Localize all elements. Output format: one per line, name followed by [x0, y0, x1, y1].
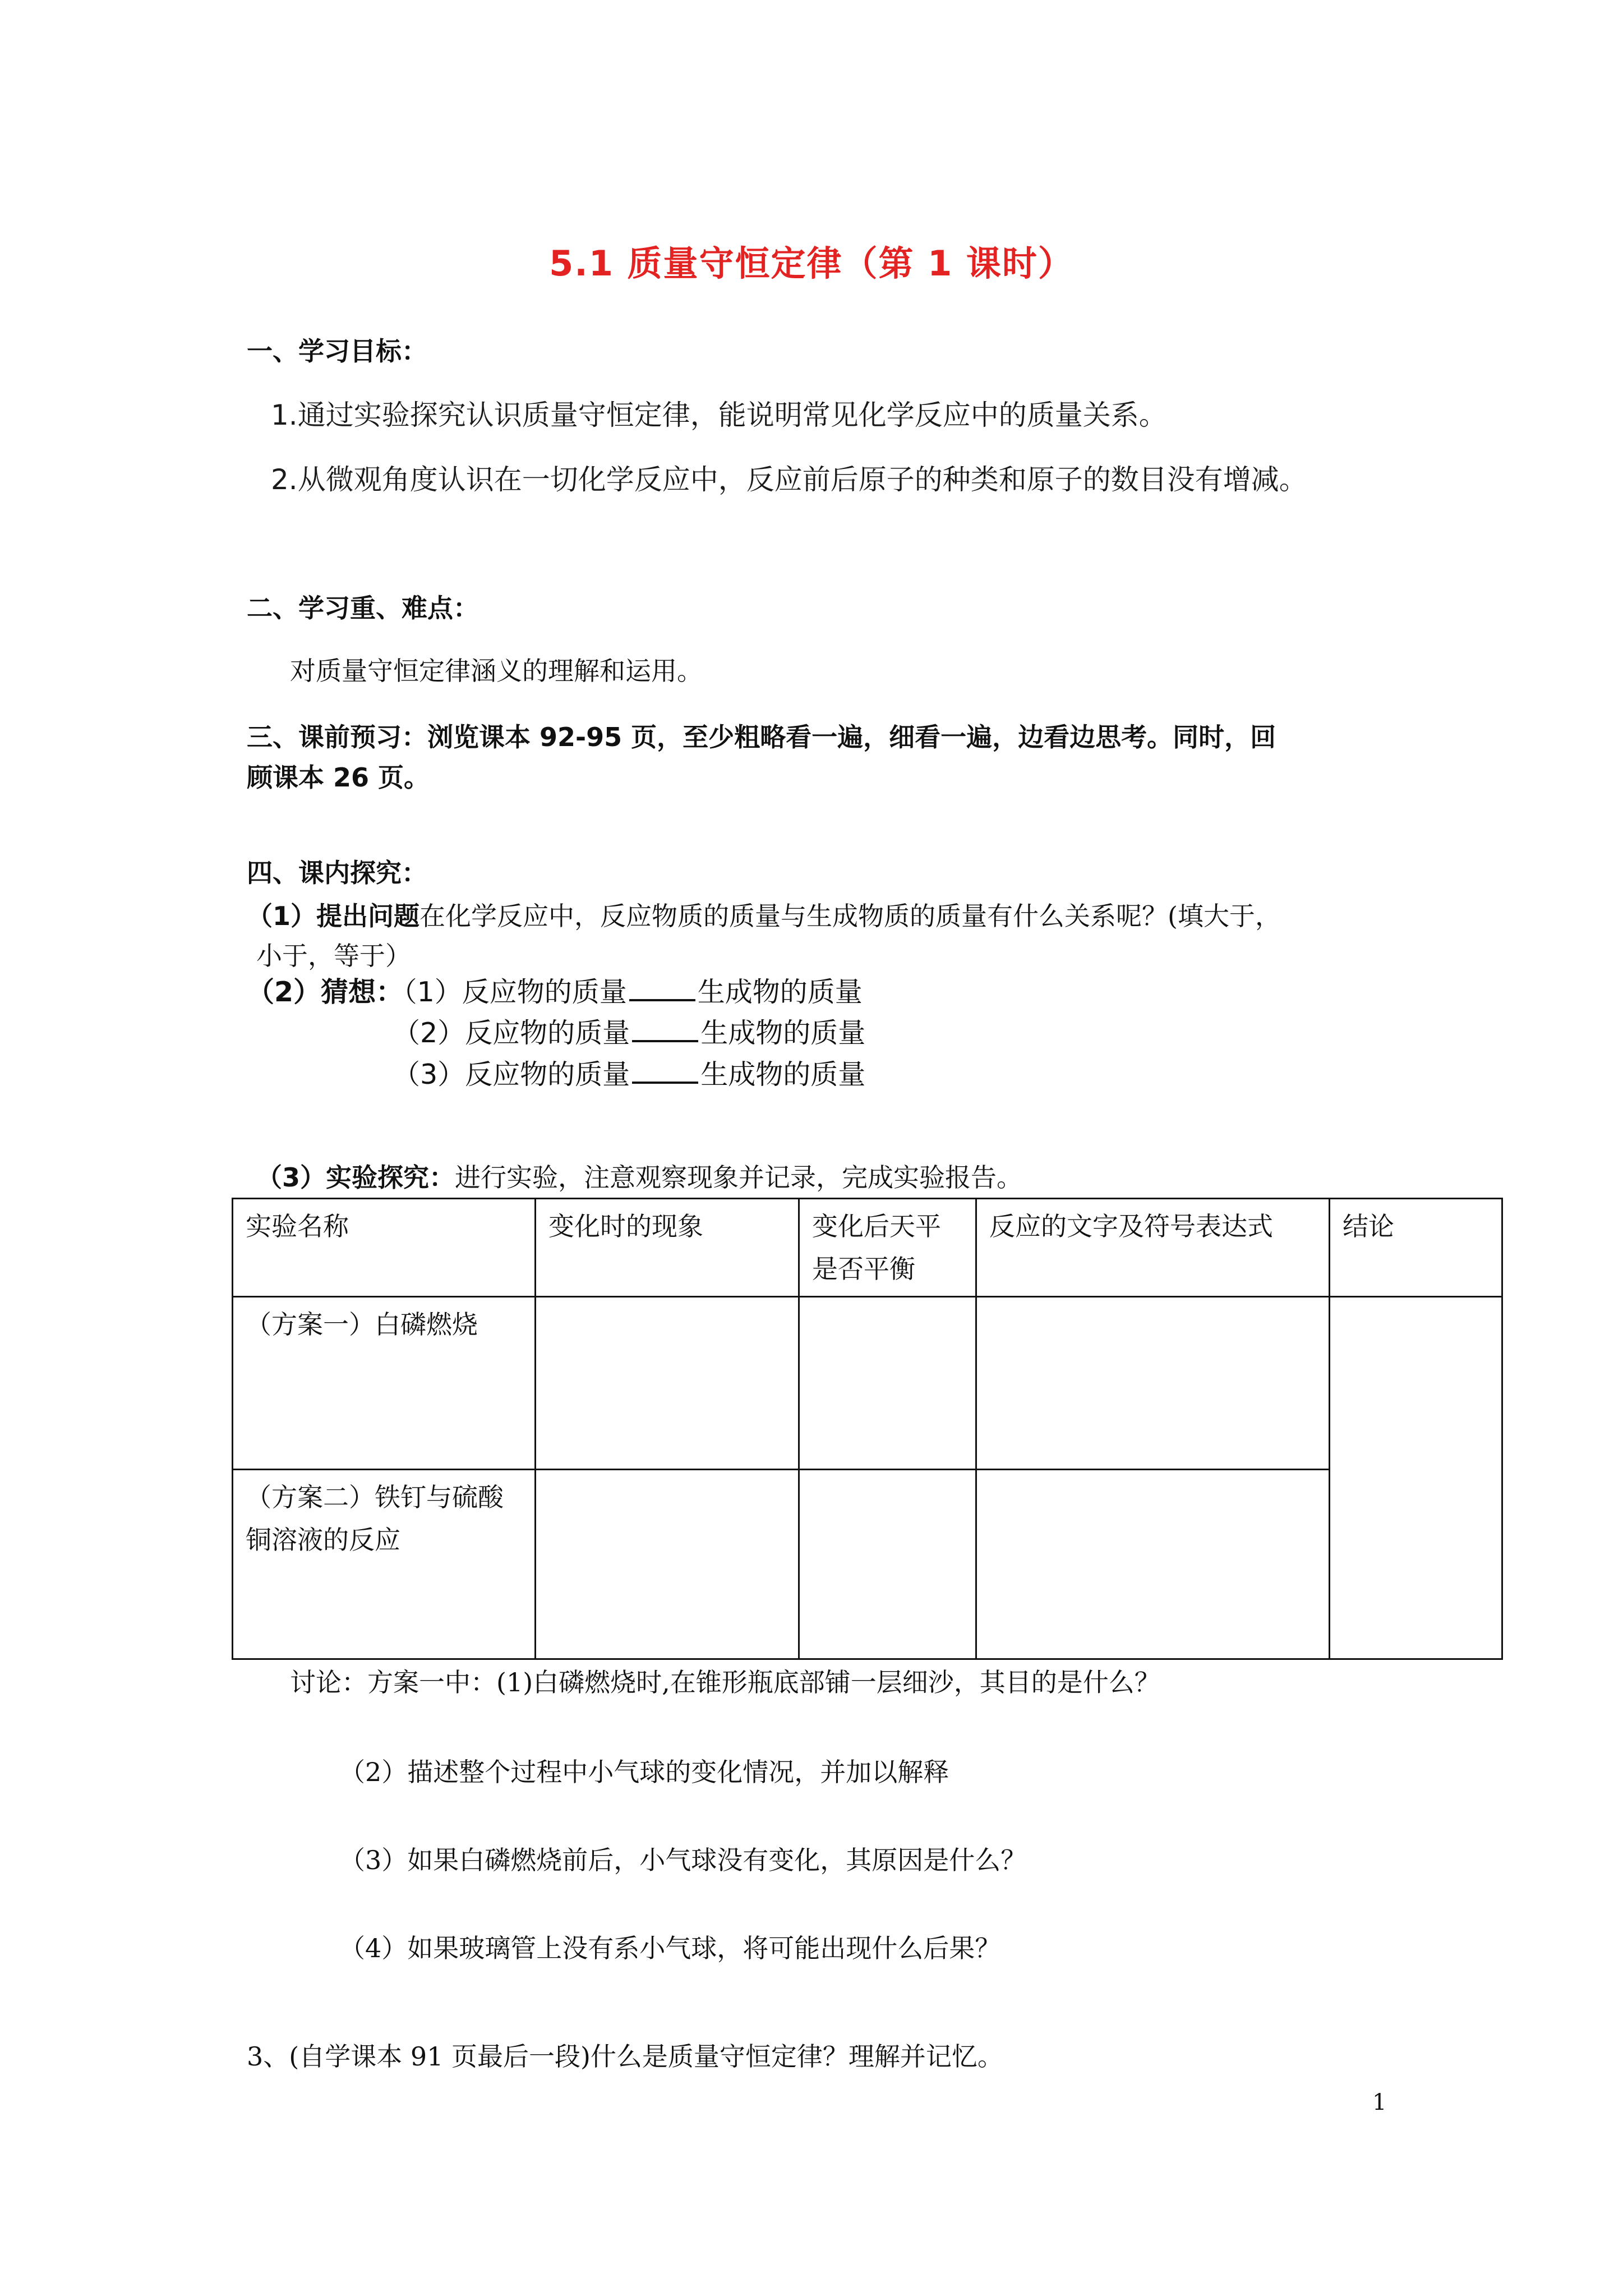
header-balance: 变化后天平是否平衡 — [799, 1199, 976, 1297]
guess-label: （2）猜想： — [247, 976, 404, 1008]
row2-phenomenon-cell[interactable] — [536, 1470, 799, 1659]
experiment-intro — [256, 1157, 1022, 1194]
discussion-q4: （4）如果玻璃管上没有系小气球，将可能出现什么后果？ — [339, 1933, 1001, 1963]
experiment-text: 进行实验，注意观察现象并记录，完成实验报告。 — [455, 1162, 1023, 1193]
header-conclusion: 结论 — [1330, 1199, 1502, 1297]
guess-1-suffix: 生成物的质量 — [697, 976, 863, 1008]
guess-3-suffix: 生成物的质量 — [700, 1059, 866, 1091]
table-row — [233, 1470, 1502, 1659]
guess-row-2 — [393, 1011, 865, 1051]
page-title: 5.1 质量守恒定律（第 1 课时） — [549, 243, 1074, 284]
page-number: 1 — [1372, 2090, 1387, 2115]
discussion-q3: （3）如果白磷燃烧前后，小气球没有变化，其原因是什么？ — [339, 1845, 1027, 1875]
section4-heading: 四、课内探究： — [247, 858, 427, 888]
row2-expression-cell[interactable] — [976, 1470, 1330, 1659]
row2-balance-cell[interactable] — [799, 1470, 976, 1659]
guess-3-prefix: （3）反应物的质量 — [393, 1059, 630, 1091]
question-text: 在化学反应中，反应物质的质量与生成物质的质量有什么关系呢？(填大于， — [419, 901, 1281, 931]
row2-name: （方案二）铁钉与硫酸铜溶液的反应 — [233, 1470, 536, 1659]
row1-expression-cell[interactable] — [976, 1297, 1330, 1470]
self-study-question: 3、(自学课本 91 页最后一段)什么是质量守恒定律？理解并记忆。 — [247, 2041, 1003, 2072]
guess-2-blank[interactable] — [632, 1018, 698, 1042]
experiment-label: （3）实验探究： — [256, 1162, 455, 1193]
guess-row-3 — [393, 1053, 865, 1092]
section2-heading: 二、学习重、难点： — [247, 593, 479, 623]
header-experiment-name: 实验名称 — [233, 1199, 536, 1297]
table-header-row — [233, 1199, 1502, 1297]
discussion-q2: （2）描述整个过程中小气球的变化情况，并加以解释 — [339, 1757, 949, 1787]
discussion-q1: 讨论：方案一中：(1)白磷燃烧时,在锥形瓶底部铺一层细沙，其目的是什么？ — [290, 1667, 1160, 1697]
section1-heading: 一、学习目标： — [247, 336, 427, 366]
goal-item-1: 1.通过实验探究认识质量守恒定律，能说明常见化学反应中的质量关系。 — [271, 399, 1167, 431]
preview-line-1: 三、课前预习：浏览课本 92-95 页，至少粗略看一遍，细看一遍，边看边思考。同时，回 — [247, 722, 1276, 752]
key-points-text: 对质量守恒定律涵义的理解和运用。 — [290, 656, 703, 686]
guess-1-prefix: （1）反应物的质量 — [403, 976, 627, 1008]
guess-row-1 — [247, 970, 863, 1010]
question-label: （1）提出问题 — [247, 901, 420, 931]
guess-2-prefix: （2）反应物的质量 — [393, 1017, 630, 1049]
guess-2-suffix: 生成物的质量 — [700, 1017, 866, 1049]
question-line-2: 小于，等于） — [256, 941, 411, 971]
row1-balance-cell[interactable] — [799, 1297, 976, 1470]
header-expression: 反应的文字及符号表达式 — [976, 1199, 1330, 1297]
question-line — [247, 896, 1281, 933]
row1-phenomenon-cell[interactable] — [536, 1297, 799, 1470]
goal-item-2: 2.从微观角度认识在一切化学反应中，反应前后原子的种类和原子的数目没有增减。 — [271, 463, 1307, 496]
guess-1-blank[interactable] — [629, 977, 695, 1001]
preview-line-2: 顾课本 26 页。 — [247, 762, 430, 793]
row1-name: （方案一）白磷燃烧 — [233, 1297, 536, 1470]
experiment-table — [232, 1198, 1503, 1660]
guess-3-blank[interactable] — [632, 1059, 698, 1084]
header-phenomenon: 变化时的现象 — [536, 1199, 799, 1297]
table-row — [233, 1297, 1502, 1470]
conclusion-cell[interactable] — [1330, 1297, 1502, 1659]
